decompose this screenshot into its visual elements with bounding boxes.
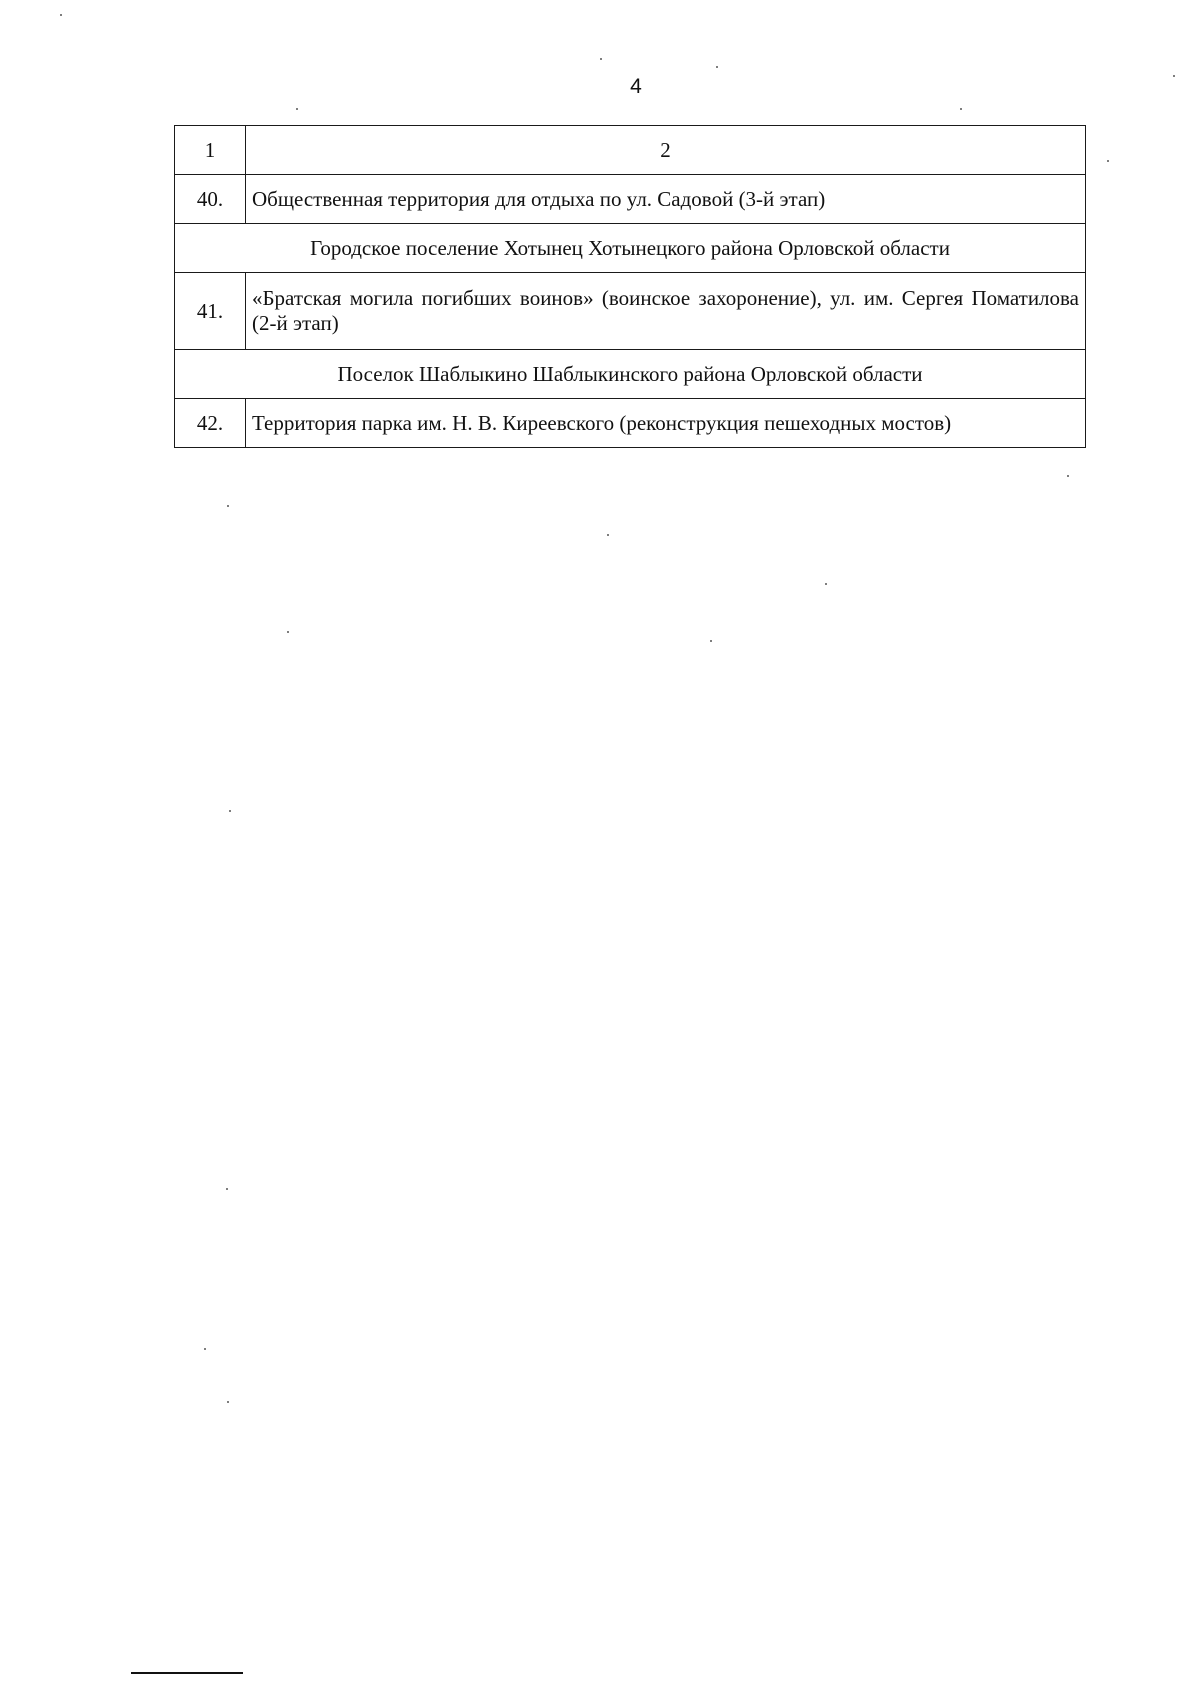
scan-speck (960, 108, 962, 110)
table-row-40 (175, 175, 1086, 224)
table-row-41 (175, 273, 1086, 350)
scan-speck (1107, 160, 1109, 162)
scan-speck (296, 108, 298, 110)
row-description: Территория парка им. Н. В. Киреевского (реконструкция пешеходных мостов) (246, 399, 1086, 448)
table-header-row (175, 126, 1086, 175)
scan-speck (607, 534, 609, 536)
scan-speck (226, 1188, 228, 1190)
footnote-rule (131, 1672, 243, 1674)
scan-speck (227, 1401, 229, 1403)
header-cell-col1: 1 (175, 126, 246, 175)
row-number: 40. (175, 175, 246, 224)
scan-speck (1173, 75, 1175, 77)
scan-speck (710, 640, 712, 642)
scan-speck (227, 505, 229, 507)
scan-speck (600, 58, 602, 60)
section-row-shablykino (175, 350, 1086, 399)
scan-speck (204, 1348, 206, 1350)
scan-speck (229, 810, 231, 812)
page-number: 4 (630, 75, 642, 98)
row-description: Общественная территория для отдыха по ул. Садовой (3-й этап) (246, 175, 1086, 224)
section-heading: Городское поселение Хотынец Хотынецкого района Орловской области (175, 224, 1086, 273)
scan-speck (287, 631, 289, 633)
row-description: «Братская могила погибших воинов» (воинское захоронение), ул. им. Сергея Поматилова (2-й этап) (246, 273, 1086, 350)
scan-speck (825, 583, 827, 585)
section-heading: Поселок Шаблыкино Шаблыкинского района Орловской области (175, 350, 1086, 399)
header-cell-col2: 2 (246, 126, 1086, 175)
row-number: 42. (175, 399, 246, 448)
row-number: 41. (175, 273, 246, 350)
table-row-42 (175, 399, 1086, 448)
section-row-khotynets (175, 224, 1086, 273)
scan-speck (60, 14, 62, 16)
scan-speck (1067, 475, 1069, 477)
scan-speck (716, 66, 718, 68)
objects-table (174, 125, 1086, 448)
